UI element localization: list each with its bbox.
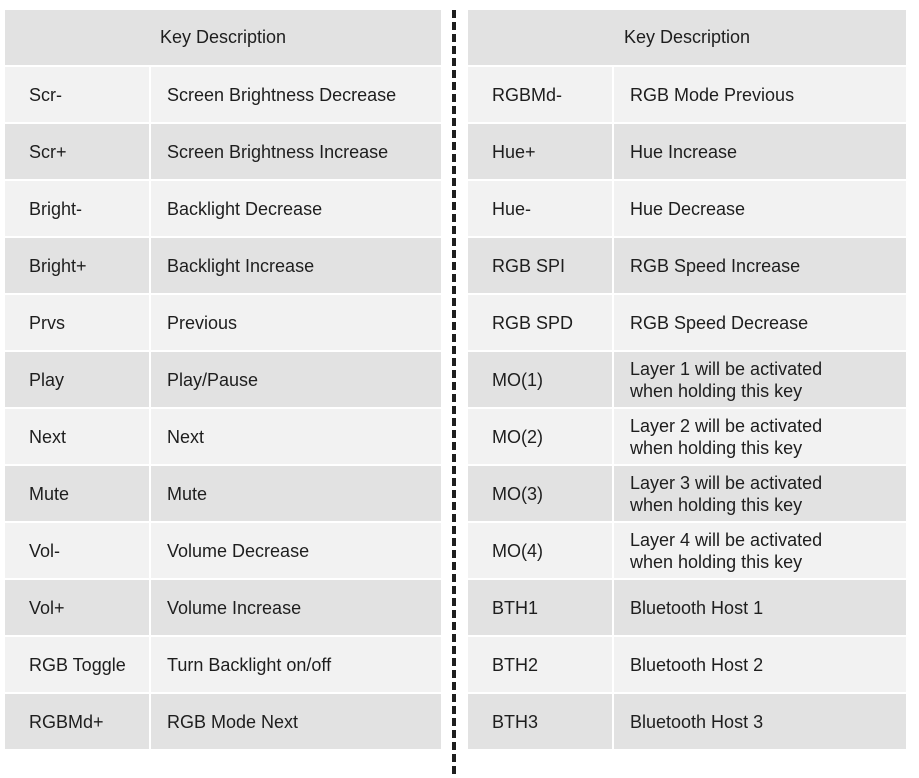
- description-cell: Layer 4 will be activated when holding this key: [613, 522, 907, 579]
- key-cell: Scr+: [4, 123, 150, 180]
- table-row: [467, 636, 907, 693]
- table-row: [467, 123, 907, 180]
- table-row: [4, 636, 442, 693]
- key-cell: Prvs: [4, 294, 150, 351]
- key-cell: Hue-: [467, 180, 613, 237]
- description-cell: Screen Brightness Decrease: [150, 66, 442, 123]
- key-table-left: [3, 8, 443, 751]
- table-row: [467, 693, 907, 750]
- table-row: [4, 465, 442, 522]
- table-row: [467, 408, 907, 465]
- table-row: [4, 180, 442, 237]
- description-cell: Previous: [150, 294, 442, 351]
- key-cell: BTH2: [467, 636, 613, 693]
- table-header: Key Description: [467, 9, 907, 66]
- table-row: [467, 465, 907, 522]
- description-cell: Volume Increase: [150, 579, 442, 636]
- key-table-right: [466, 8, 908, 751]
- description-cell: Hue Decrease: [613, 180, 907, 237]
- key-cell: RGB SPD: [467, 294, 613, 351]
- description-cell: Layer 2 will be activated when holding this key: [613, 408, 907, 465]
- key-cell: Play: [4, 351, 150, 408]
- description-cell: Hue Increase: [613, 123, 907, 180]
- description-cell: Layer 3 will be activated when holding this key: [613, 465, 907, 522]
- key-cell: MO(4): [467, 522, 613, 579]
- description-cell: Turn Backlight on/off: [150, 636, 442, 693]
- key-cell: Bright-: [4, 180, 150, 237]
- key-cell: RGB SPI: [467, 237, 613, 294]
- table-row: [4, 693, 442, 750]
- description-cell: Backlight Increase: [150, 237, 442, 294]
- table-row: [4, 237, 442, 294]
- description-cell: Bluetooth Host 2: [613, 636, 907, 693]
- table-row: [4, 66, 442, 123]
- description-cell: Mute: [150, 465, 442, 522]
- key-cell: Scr-: [4, 66, 150, 123]
- description-cell: Backlight Decrease: [150, 180, 442, 237]
- table-row: [467, 180, 907, 237]
- description-cell: RGB Speed Decrease: [613, 294, 907, 351]
- description-cell: Bluetooth Host 3: [613, 693, 907, 750]
- table-row: [4, 408, 442, 465]
- key-cell: Vol+: [4, 579, 150, 636]
- description-cell: Volume Decrease: [150, 522, 442, 579]
- dashed-divider: [452, 10, 456, 774]
- key-cell: RGBMd-: [467, 66, 613, 123]
- table-row: [467, 579, 907, 636]
- table-row: [467, 237, 907, 294]
- key-cell: Hue+: [467, 123, 613, 180]
- key-cell: MO(1): [467, 351, 613, 408]
- description-cell: RGB Speed Increase: [613, 237, 907, 294]
- description-cell: Play/Pause: [150, 351, 442, 408]
- description-cell: Layer 1 will be activated when holding this key: [613, 351, 907, 408]
- table-row: [467, 351, 907, 408]
- table-row: [4, 579, 442, 636]
- key-cell: RGBMd+: [4, 693, 150, 750]
- table-row: [467, 294, 907, 351]
- key-cell: Next: [4, 408, 150, 465]
- key-cell: RGB Toggle: [4, 636, 150, 693]
- table-row: [467, 66, 907, 123]
- key-cell: BTH3: [467, 693, 613, 750]
- key-cell: Vol-: [4, 522, 150, 579]
- description-cell: Bluetooth Host 1: [613, 579, 907, 636]
- table-row: [4, 522, 442, 579]
- description-cell: RGB Mode Next: [150, 693, 442, 750]
- description-cell: Screen Brightness Increase: [150, 123, 442, 180]
- table-row: [4, 351, 442, 408]
- table-header: Key Description: [4, 9, 442, 66]
- table-row: [4, 123, 442, 180]
- key-cell: Bright+: [4, 237, 150, 294]
- key-cell: MO(3): [467, 465, 613, 522]
- table-row: [4, 294, 442, 351]
- description-cell: RGB Mode Previous: [613, 66, 907, 123]
- description-cell: Next: [150, 408, 442, 465]
- table-row: [467, 522, 907, 579]
- key-cell: BTH1: [467, 579, 613, 636]
- key-cell: Mute: [4, 465, 150, 522]
- key-cell: MO(2): [467, 408, 613, 465]
